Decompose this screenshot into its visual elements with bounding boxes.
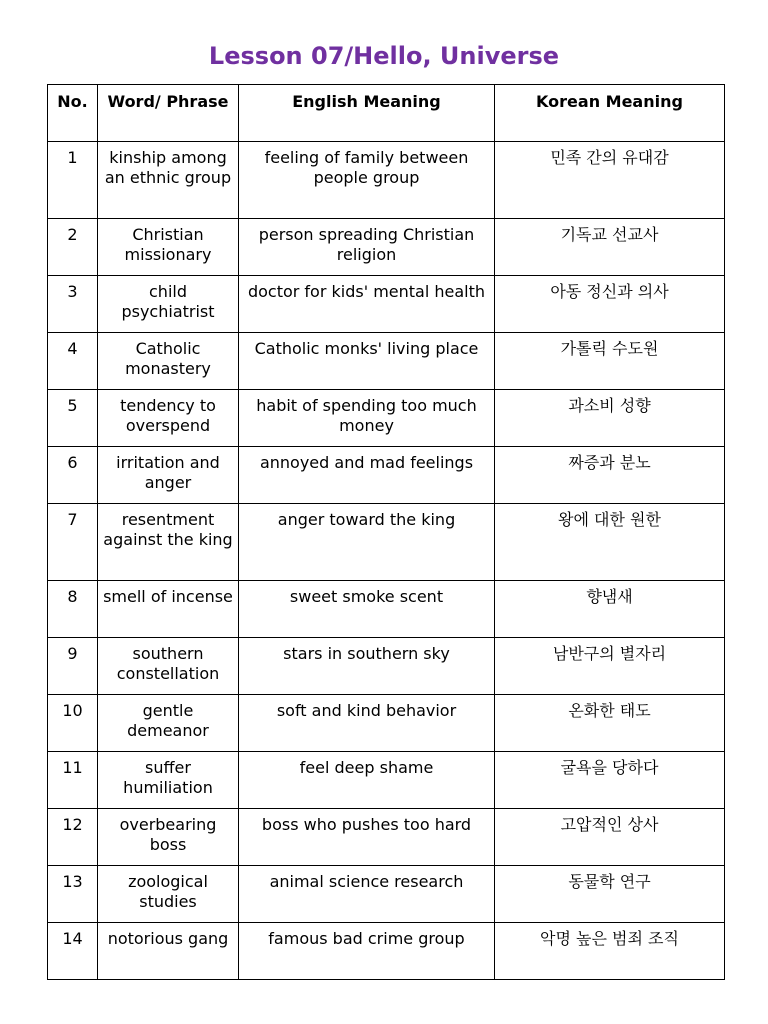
header-english-meaning: English Meaning [239, 85, 495, 142]
row-word: southern constellation [98, 638, 239, 695]
table-row [48, 390, 725, 447]
row-english-meaning: annoyed and mad feelings [239, 447, 495, 504]
table-row [48, 333, 725, 390]
table-row [48, 695, 725, 752]
row-number: 12 [48, 809, 98, 866]
row-number: 10 [48, 695, 98, 752]
row-word: smell of incense [98, 581, 239, 638]
row-word: Catholic monastery [98, 333, 239, 390]
table-row [48, 581, 725, 638]
table-row [48, 809, 725, 866]
row-english-meaning: boss who pushes too hard [239, 809, 495, 866]
table-header-row [48, 85, 725, 142]
row-english-meaning: soft and kind behavior [239, 695, 495, 752]
row-number: 11 [48, 752, 98, 809]
row-korean-meaning: 남반구의 별자리 [495, 638, 725, 695]
row-number: 7 [48, 504, 98, 581]
row-korean-meaning: 악명 높은 범죄 조직 [495, 923, 725, 980]
table-row [48, 504, 725, 581]
row-number: 5 [48, 390, 98, 447]
row-english-meaning: feeling of family between people group [239, 142, 495, 219]
row-word: kinship among an ethnic group [98, 142, 239, 219]
row-word: resentment against the king [98, 504, 239, 581]
table-row [48, 142, 725, 219]
row-korean-meaning: 아동 정신과 의사 [495, 276, 725, 333]
row-korean-meaning: 온화한 태도 [495, 695, 725, 752]
row-english-meaning: habit of spending too much money [239, 390, 495, 447]
page-title: Lesson 07/Hello, Universe [208, 42, 560, 70]
table-row [48, 638, 725, 695]
row-english-meaning: famous bad crime group [239, 923, 495, 980]
table-row [48, 447, 725, 504]
row-number: 13 [48, 866, 98, 923]
row-english-meaning: Catholic monks' living place [239, 333, 495, 390]
row-korean-meaning: 가톨릭 수도원 [495, 333, 725, 390]
header-word: Word/ Phrase [98, 85, 239, 142]
row-korean-meaning: 과소비 성향 [495, 390, 725, 447]
vocabulary-table [47, 84, 725, 980]
row-word: child psychiatrist [98, 276, 239, 333]
row-english-meaning: feel deep shame [239, 752, 495, 809]
table-row [48, 923, 725, 980]
row-number: 3 [48, 276, 98, 333]
table-row [48, 276, 725, 333]
row-word: notorious gang [98, 923, 239, 980]
row-korean-meaning: 굴욕을 당하다 [495, 752, 725, 809]
row-korean-meaning: 고압적인 상사 [495, 809, 725, 866]
row-english-meaning: person spreading Christian religion [239, 219, 495, 276]
table-row [48, 866, 725, 923]
row-korean-meaning: 기독교 선교사 [495, 219, 725, 276]
row-korean-meaning: 왕에 대한 원한 [495, 504, 725, 581]
row-english-meaning: sweet smoke scent [239, 581, 495, 638]
row-number: 9 [48, 638, 98, 695]
row-word: tendency to overspend [98, 390, 239, 447]
row-korean-meaning: 향냄새 [495, 581, 725, 638]
row-number: 2 [48, 219, 98, 276]
row-word: zoological studies [98, 866, 239, 923]
row-word: irritation and anger [98, 447, 239, 504]
row-number: 8 [48, 581, 98, 638]
row-word: Christian missionary [98, 219, 239, 276]
row-korean-meaning: 짜증과 분노 [495, 447, 725, 504]
row-number: 1 [48, 142, 98, 219]
row-number: 6 [48, 447, 98, 504]
row-korean-meaning: 동물학 연구 [495, 866, 725, 923]
header-korean-meaning: Korean Meaning [495, 85, 725, 142]
row-korean-meaning: 민족 간의 유대감 [495, 142, 725, 219]
row-word: overbearing boss [98, 809, 239, 866]
row-english-meaning: anger toward the king [239, 504, 495, 581]
row-word: suffer humiliation [98, 752, 239, 809]
row-english-meaning: animal science research [239, 866, 495, 923]
row-english-meaning: stars in southern sky [239, 638, 495, 695]
table-row [48, 752, 725, 809]
header-number: No. [48, 85, 98, 142]
row-word: gentle demeanor [98, 695, 239, 752]
table-row [48, 219, 725, 276]
row-number: 14 [48, 923, 98, 980]
row-number: 4 [48, 333, 98, 390]
row-english-meaning: doctor for kids' mental health [239, 276, 495, 333]
